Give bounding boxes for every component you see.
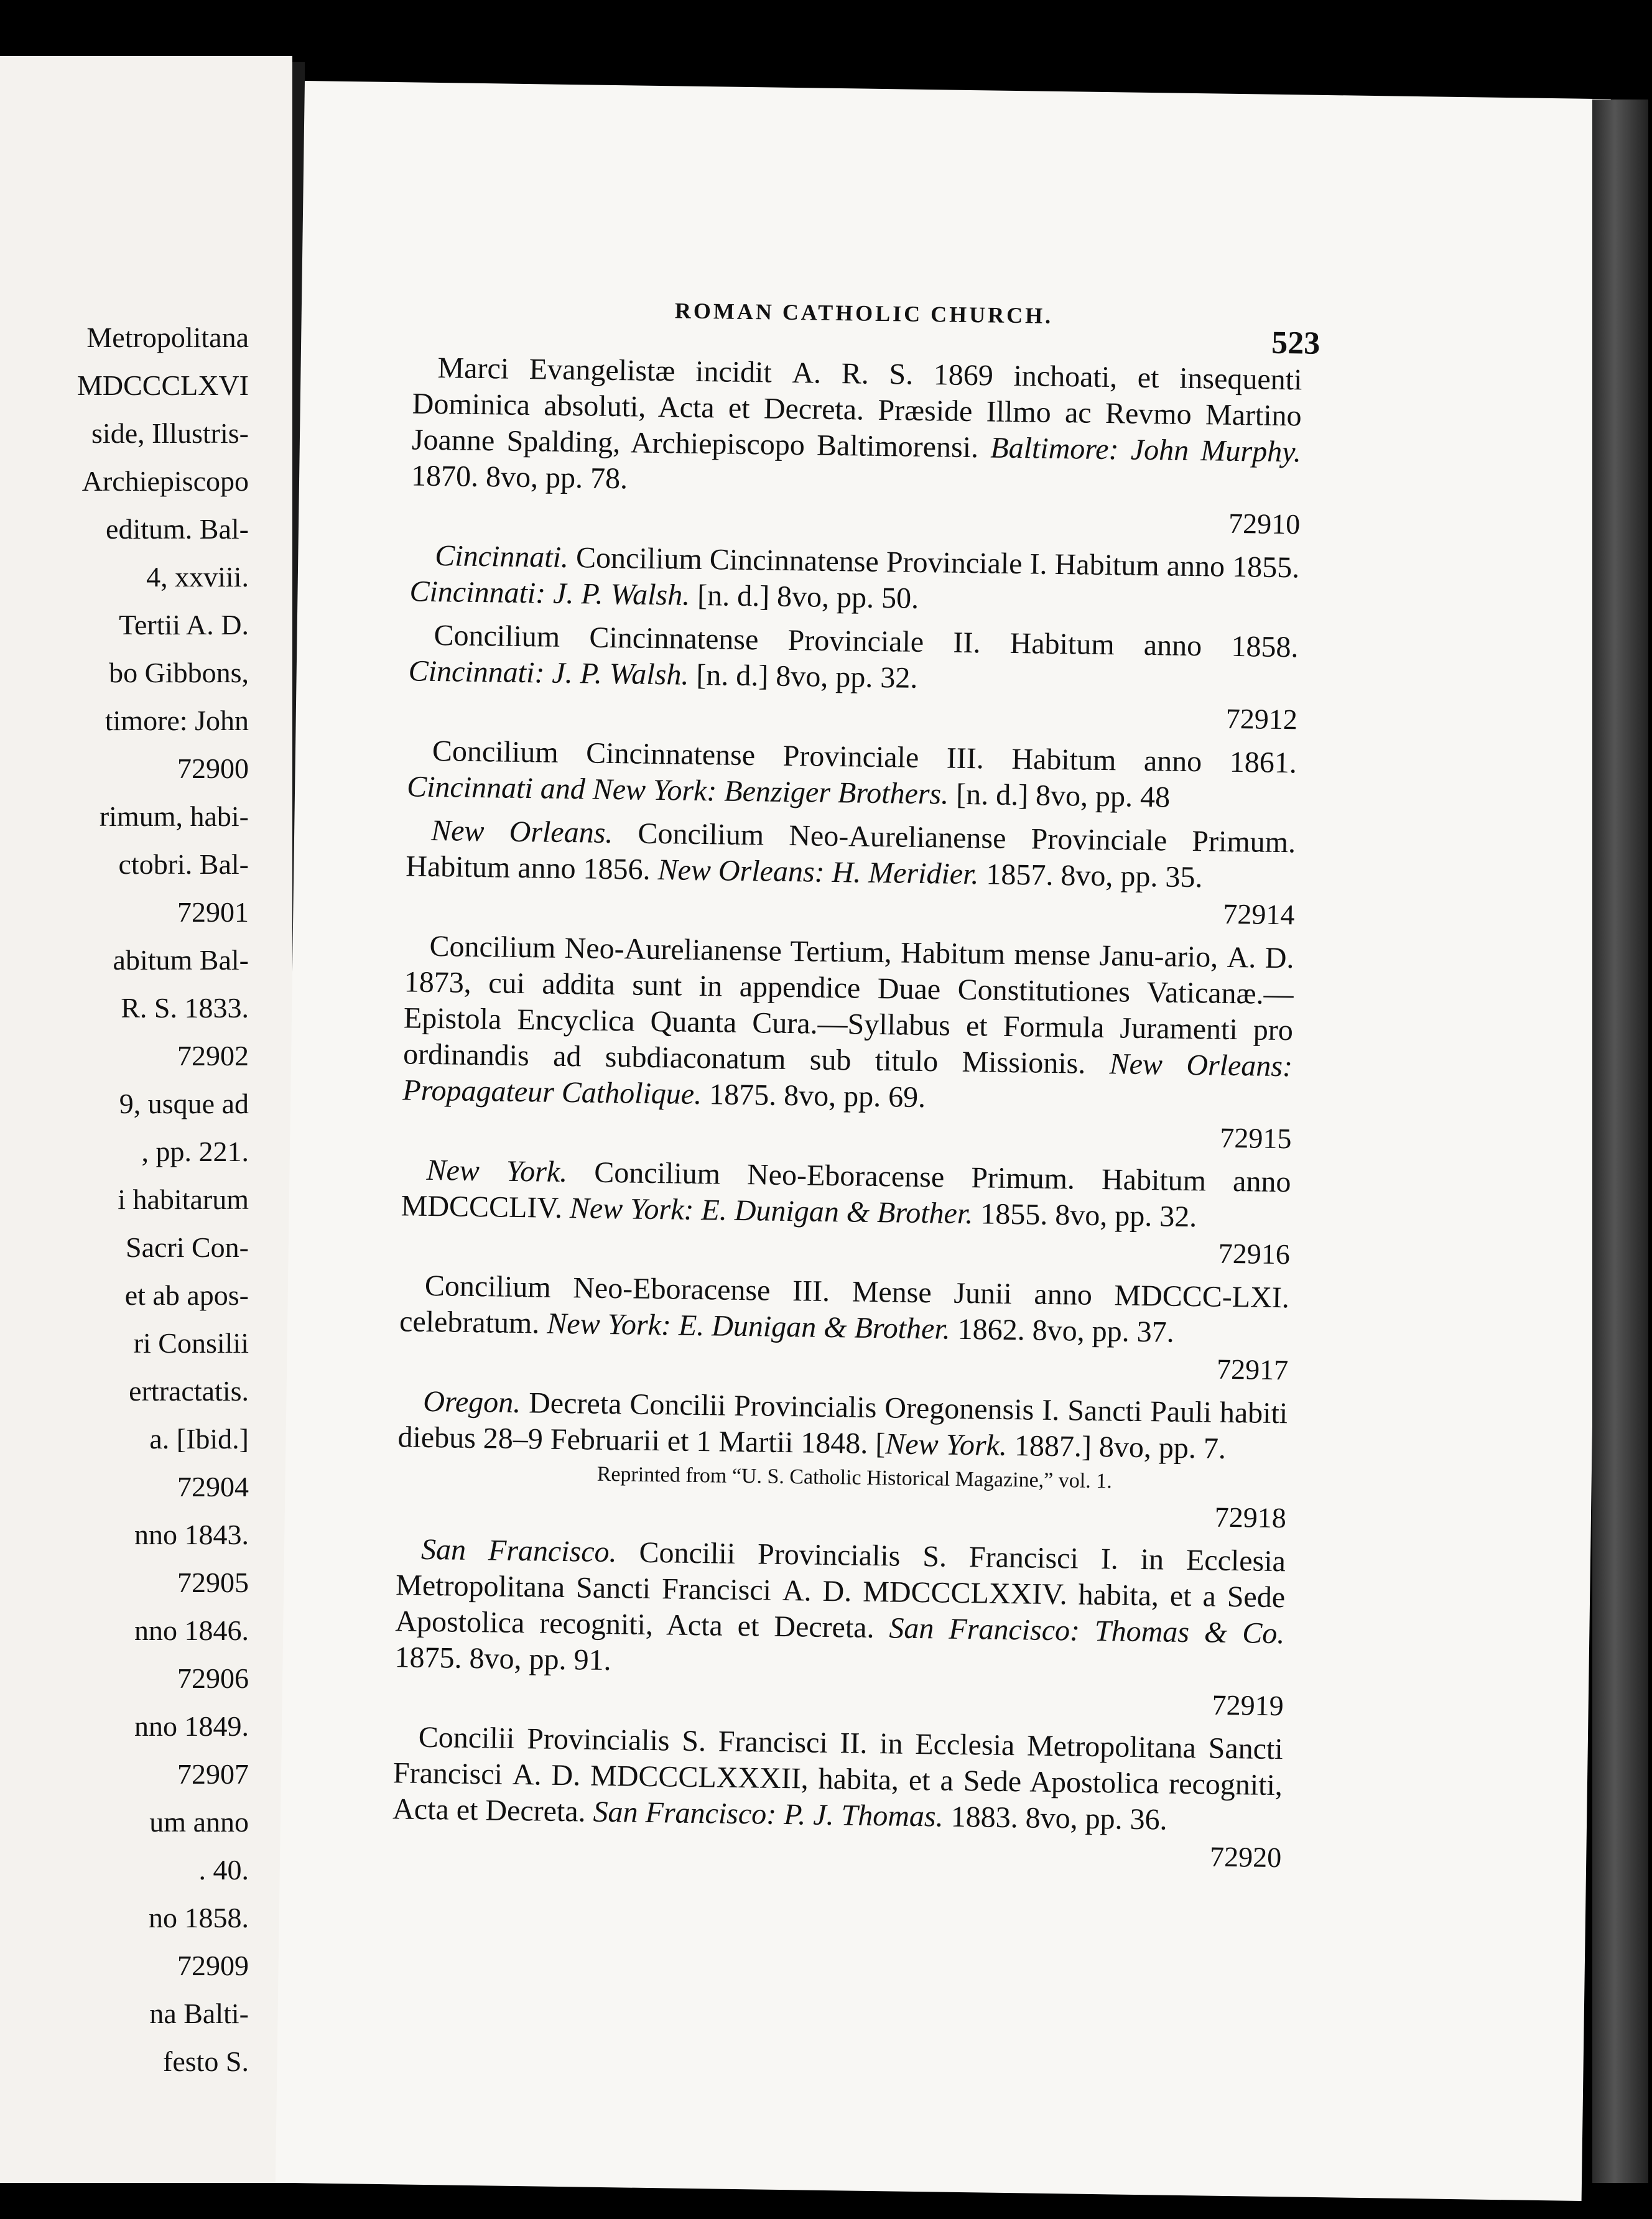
previous-page-line: timore: John: [104, 705, 249, 736]
previous-page-line: et ab apos-: [124, 1279, 249, 1311]
entry-text-run: A. R. S.: [792, 356, 914, 391]
entry-text-run: 1857. 8vo, pp. 35.: [978, 858, 1203, 894]
entry-text-run: Marci Evangelistæ incidit: [437, 351, 792, 389]
entry-number: 72915: [1220, 1121, 1292, 1155]
entries-list: [392, 350, 1302, 1883]
previous-page-line: nno 1846.: [134, 1614, 249, 1646]
entry-text-run: habita, et a Sede Apostolica recogniti, Acta et Decreta.: [392, 1762, 1283, 1828]
entry-text-run: Concilium Cincinnatense Provinciale II. Habitum anno 1858.: [434, 618, 1299, 664]
entry-text: [397, 1383, 1288, 1468]
previous-page-line: ri Consilii: [133, 1327, 249, 1359]
entry-text-run: Concilium Neo-Aurelianense Provinciale Primum. Habitum anno 1856.: [406, 817, 1296, 887]
entry-text-run: Concilium Neo-Eboracense Primum. Habitum anno: [567, 1156, 1291, 1199]
bibliography-entry: [401, 1152, 1291, 1272]
entry-text-run: Cincinnati: J. P. Walsh.: [409, 575, 690, 612]
entry-text: [406, 812, 1296, 897]
entry-text-run: New York: E. Dunigan & Brother.: [546, 1307, 951, 1346]
entry-number: 72912: [1225, 702, 1298, 736]
bibliography-entry: [405, 812, 1296, 933]
previous-page-line: 72902: [177, 1040, 249, 1072]
entry-text-run: 1862. 8vo, pp. 37.: [950, 1312, 1175, 1349]
entry-text: [401, 1152, 1291, 1236]
previous-page-line: um anno: [149, 1806, 249, 1838]
previous-page-line: nno 1849.: [134, 1710, 249, 1742]
previous-page-line: 72906: [177, 1662, 249, 1694]
entry-text-run: habita, et a Sede Apostolica recogniti, Acta et Decreta.: [395, 1578, 1286, 1645]
previous-page-fragment: [0, 56, 292, 2183]
entry-text-run: Cincinnati: J. P. Walsh.: [408, 654, 689, 692]
bibliography-entry: [402, 928, 1294, 1157]
previous-page-line: festo S.: [163, 2045, 249, 2077]
entry-text-run: [n. d.] 8vo, pp. 32.: [689, 658, 918, 695]
bibliography-entry: [399, 1267, 1289, 1388]
previous-page-line: Tertii A. D.: [119, 609, 249, 641]
page-number: 523: [1271, 325, 1320, 361]
previous-page-line: MDCCCLXVI: [77, 369, 249, 401]
entry-number: 72914: [1223, 897, 1295, 931]
entry-text: [399, 1267, 1289, 1352]
running-head: ROMAN CATHOLIC CHURCH.: [674, 298, 1054, 328]
previous-page-line: a. [Ibid.]: [149, 1423, 249, 1455]
entry-text: [407, 733, 1297, 817]
previous-page-line: 72904: [177, 1471, 249, 1503]
entry-text: [409, 537, 1299, 622]
entry-text-run: New York.: [426, 1153, 568, 1189]
entry-text-run: New Orleans: H. Meridier.: [657, 853, 979, 891]
entry-text-run: Cincinnati and New York: Benziger Brothers.: [406, 770, 949, 811]
entry-text-run: Concilium Cincinnatense Provinciale III. Habitum anno 1861.: [432, 734, 1297, 780]
entry-text-run: 1875. 8vo, pp. 69.: [701, 1078, 926, 1114]
entry-text-run: San Francisco: P. J. Thomas.: [593, 1795, 944, 1833]
bibliography-entry: [392, 1719, 1283, 1876]
entry-text-run: 1887.] 8vo, pp. 7.: [1006, 1429, 1227, 1465]
entry-text-run: A. D. MDCCCLXXIV.: [782, 1573, 1068, 1611]
entry-number: 72917: [1216, 1353, 1289, 1386]
entry-text-run: Concilii Provincialis S. Francisci I. in Ecclesia Metropolitana Sancti Francisci: [395, 1536, 1286, 1607]
bibliography-entry: [408, 617, 1299, 738]
entry-number: 72920: [1209, 1840, 1282, 1874]
previous-page-line: 9, usque ad: [119, 1088, 249, 1119]
book-page: [276, 81, 1611, 2201]
entry-number: 72918: [1214, 1501, 1287, 1534]
entry-text-run: San Francisco.: [420, 1532, 617, 1569]
previous-page-line: na Balti-: [149, 1998, 249, 2029]
previous-page-line: 72907: [177, 1758, 249, 1790]
entry-text-run: 1883. 8vo, pp. 36.: [943, 1800, 1168, 1837]
previous-page-line: ctobri. Bal-: [118, 848, 249, 880]
entry-text-run: 1870. 8vo, pp. 78.: [411, 459, 628, 496]
previous-page-line: nno 1843.: [134, 1519, 249, 1550]
previous-page-line: , pp. 221.: [141, 1136, 249, 1167]
entry-text-run: [562, 1192, 570, 1225]
page-edge: [1592, 100, 1648, 2183]
entry-text: [411, 350, 1302, 506]
previous-page-line: 72901: [177, 896, 249, 928]
entry-text: [394, 1531, 1286, 1688]
entry-text-run: [n. d.] 8vo, pp. 50.: [689, 578, 919, 615]
entry-text-run: Cincinnati.: [434, 539, 569, 574]
entry-text-run: A. D.: [1227, 940, 1294, 975]
bibliography-entry: [407, 733, 1297, 817]
entry-text-run: New Orleans.: [430, 813, 613, 850]
entry-text-run: 1873, cui addita sunt in appendice Duae Constitutiones Vaticanæ.—Epistola Encyclica Quanta Cura.—Syllabus et Formula Juramenti pro ordinandis ad subdiaconatum sub titulo Missionis.: [402, 965, 1294, 1081]
bibliography-entry: [397, 1383, 1288, 1536]
previous-page-line: R. S. 1833.: [121, 992, 249, 1024]
entry-text-run: 1855. 8vo, pp. 32.: [972, 1197, 1197, 1234]
previous-page-line: bo Gibbons,: [109, 657, 249, 688]
entry-number: 72910: [1228, 507, 1301, 540]
previous-page-line: Archiepiscopo: [81, 465, 249, 497]
entry-text-run: Concilium Neo-Eboracense III. Mense Junii anno: [424, 1269, 1115, 1312]
entry-number: 72919: [1212, 1689, 1284, 1722]
entry-text: [402, 928, 1294, 1121]
entry-text-run: New Orleans: Propagateur Catholique.: [402, 1047, 1293, 1111]
entry-number: 72916: [1218, 1237, 1291, 1271]
entry-text-run: New York.: [884, 1427, 1008, 1462]
previous-page-line: 72905: [177, 1567, 249, 1598]
entry-text-run: Decreta Concilii Provincialis Oregonensis I. Sancti Pauli habiti diebus 28–9 Februarii et 1 Martii 1848. [: [397, 1386, 1288, 1461]
previous-page-line: 72909: [177, 1950, 249, 1981]
bibliography-entry: [409, 537, 1299, 622]
previous-page-line: ertractatis.: [129, 1375, 249, 1407]
previous-page-line: i habitarum: [118, 1184, 249, 1215]
entry-text-run: Concilium Neo-Aurelianense Tertium, Habitum mense Janu-ario,: [429, 929, 1228, 974]
bibliography-entry: [411, 350, 1302, 542]
previous-page-line: editum. Bal-: [106, 513, 249, 545]
entry-note: Reprinted from “U. S. Catholic Historical Magazine,” vol. 1.: [596, 1462, 1112, 1493]
previous-page-line: 72900: [177, 753, 249, 784]
previous-page-line: Metropolitana: [86, 322, 249, 353]
entry-text: [408, 617, 1298, 702]
entry-text-run: Concilii Provincialis S. Francisci II. in Ecclesia Metropolitana Sancti Francisci: [392, 1720, 1284, 1791]
previous-page-line: Sacri Con-: [125, 1231, 249, 1263]
previous-page-line: 4, xxviii.: [146, 561, 249, 593]
previous-page-line: rimum, habi-: [99, 800, 249, 832]
bibliography-entry: [394, 1531, 1286, 1724]
entry-text-run: celebratum.: [399, 1305, 547, 1340]
entry-text-run: MDCCC-LXI.: [1114, 1279, 1290, 1315]
previous-page-line: no 1858.: [149, 1902, 249, 1934]
entry-text-run: [n. d.] 8vo, pp. 48: [948, 777, 1171, 814]
previous-page-line: side, Illustris-: [91, 417, 249, 449]
entry-text-run: San Francisco: Thomas & Co.: [889, 1611, 1285, 1651]
previous-page-line: . 40.: [198, 1854, 249, 1886]
entry-text-run: 1875. 8vo, pp. 91.: [394, 1641, 611, 1677]
entry-text-run: Concilium Cincinnatense Provinciale I. Habitum anno 1855.: [568, 540, 1300, 585]
entry-text-run: Baltimore: John Murphy.: [990, 431, 1302, 469]
entry-text: [392, 1719, 1283, 1840]
entry-text-run: New York: E. Dunigan & Brother.: [569, 1192, 973, 1231]
entry-text-run: MDCCCLIV.: [401, 1189, 563, 1225]
entry-text-run: Oregon.: [423, 1384, 521, 1420]
previous-page-line: abitum Bal-: [113, 944, 249, 976]
entry-text-run: 1869 inchoati, et insequenti Dominica absoluti, Acta et Decreta. Præside Illmo ac Revmo Martino Joanne Spalding, Archiepiscopo Baltimorensi.: [411, 358, 1302, 465]
entry-text-run: A. D. MDCCCLXXXII,: [512, 1758, 809, 1795]
